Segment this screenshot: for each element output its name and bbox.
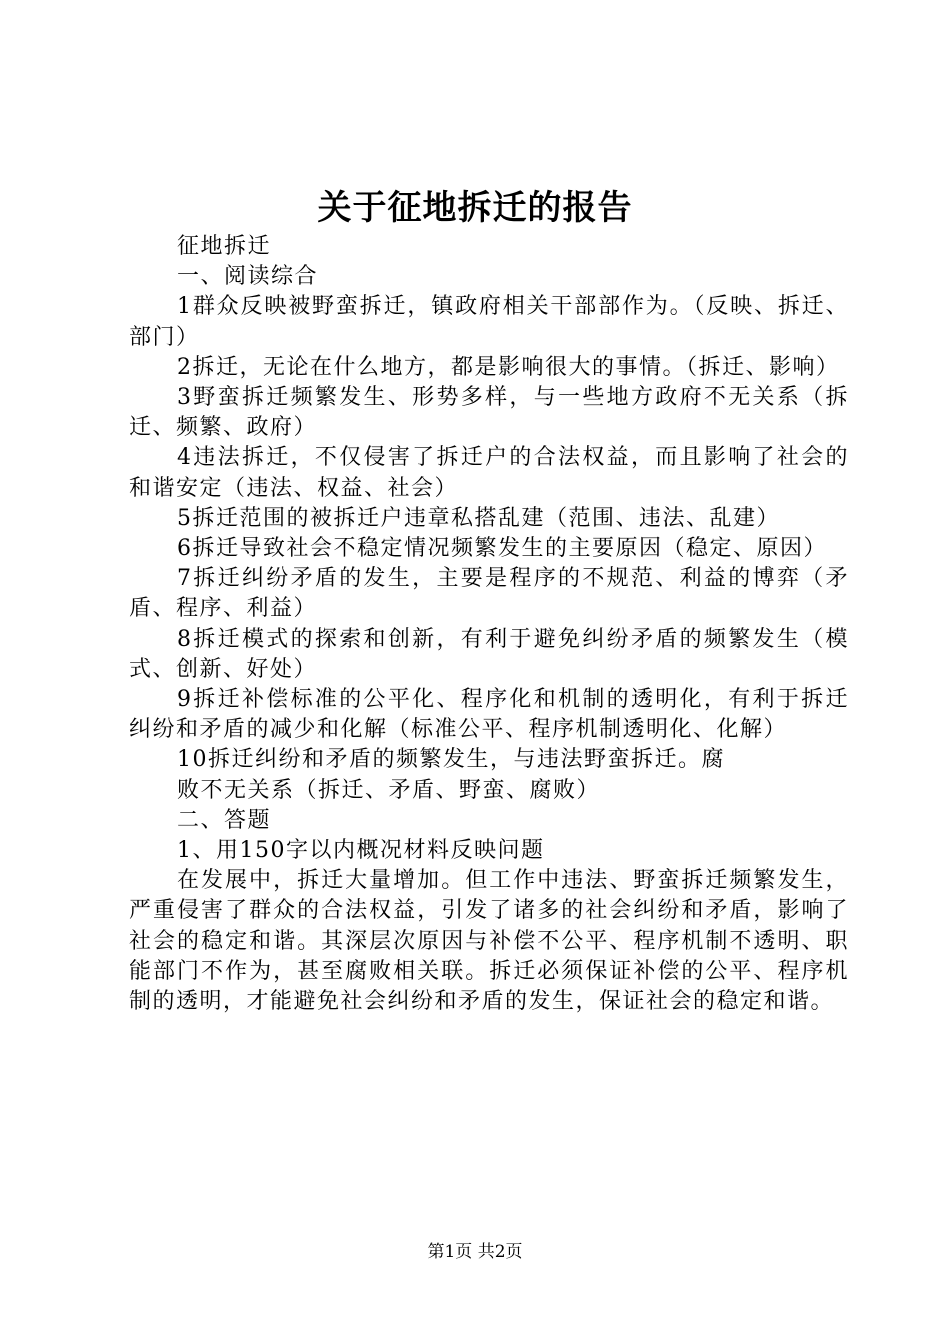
list-item: 3野蛮拆迁频繁发生、形势多样，与一些地方政府不无关系（拆迁、频繁、政府） bbox=[129, 385, 849, 441]
list-item: 2拆迁，无论在什么地方，都是影响很大的事情。（拆迁、影响） bbox=[177, 354, 840, 380]
section-heading-answer: 二、答题 bbox=[177, 807, 272, 833]
list-item: 7拆迁纠纷矛盾的发生，主要是程序的不规范、利益的博弈（矛盾、程序、利益） bbox=[129, 566, 849, 622]
list-item: 8拆迁模式的探索和创新，有利于避免纠纷矛盾的频繁发生（模式、创新、好处） bbox=[129, 626, 849, 682]
list-item: 10拆迁纠纷和矛盾的频繁发生，与违法野蛮拆迁。腐 bbox=[177, 747, 725, 773]
list-item: 5拆迁范围的被拆迁户违章私搭乱建（范围、违法、乱建） bbox=[177, 505, 780, 531]
answer-paragraph: 在发展中，拆迁大量增加。但工作中违法、野蛮拆迁频繁发生，严重侵害了群众的合法权益，引发了诸多的社会纠纷和矛盾，影响了社会的稳定和谐。其深层次原因与补偿不公平、程序机制不透明、职能部门不作为，甚至腐败相关联。拆迁必须保证补偿的公平、程序机制的透明，才能避免社会纠纷和矛盾的发生，保证社会的稳定和谐。 bbox=[129, 868, 849, 1015]
paragraph-heading: 征地拆迁 bbox=[177, 234, 272, 259]
document-body bbox=[129, 232, 849, 1017]
list-item-continuation: 败不无关系（拆迁、矛盾、野蛮、腐败） bbox=[177, 777, 601, 803]
list-item: 9拆迁补偿标准的公平化、程序化和机制的透明化，有利于拆迁纠纷和矛盾的减少和化解（标准公平、程序机制透明化、化解） bbox=[129, 687, 849, 743]
page-footer: 第1页 共2页 bbox=[427, 1242, 523, 1262]
list-item: 1群众反映被野蛮拆迁，镇政府相关干部部作为。（反映、拆迁、部门） bbox=[129, 294, 849, 350]
list-item: 4违法拆迁，不仅侵害了拆迁户的合法权益，而且影响了社会的和谐安定（违法、权益、社会） bbox=[129, 445, 849, 501]
section-heading-reading: 一、阅读综合 bbox=[177, 264, 319, 290]
question-heading: 1、用150字以内概况材料反映问题 bbox=[177, 838, 545, 864]
document-title: 关于征地拆迁的报告 bbox=[317, 188, 633, 228]
list-item: 6拆迁导致社会不稳定情况频繁发生的主要原因（稳定、原因） bbox=[177, 536, 827, 562]
